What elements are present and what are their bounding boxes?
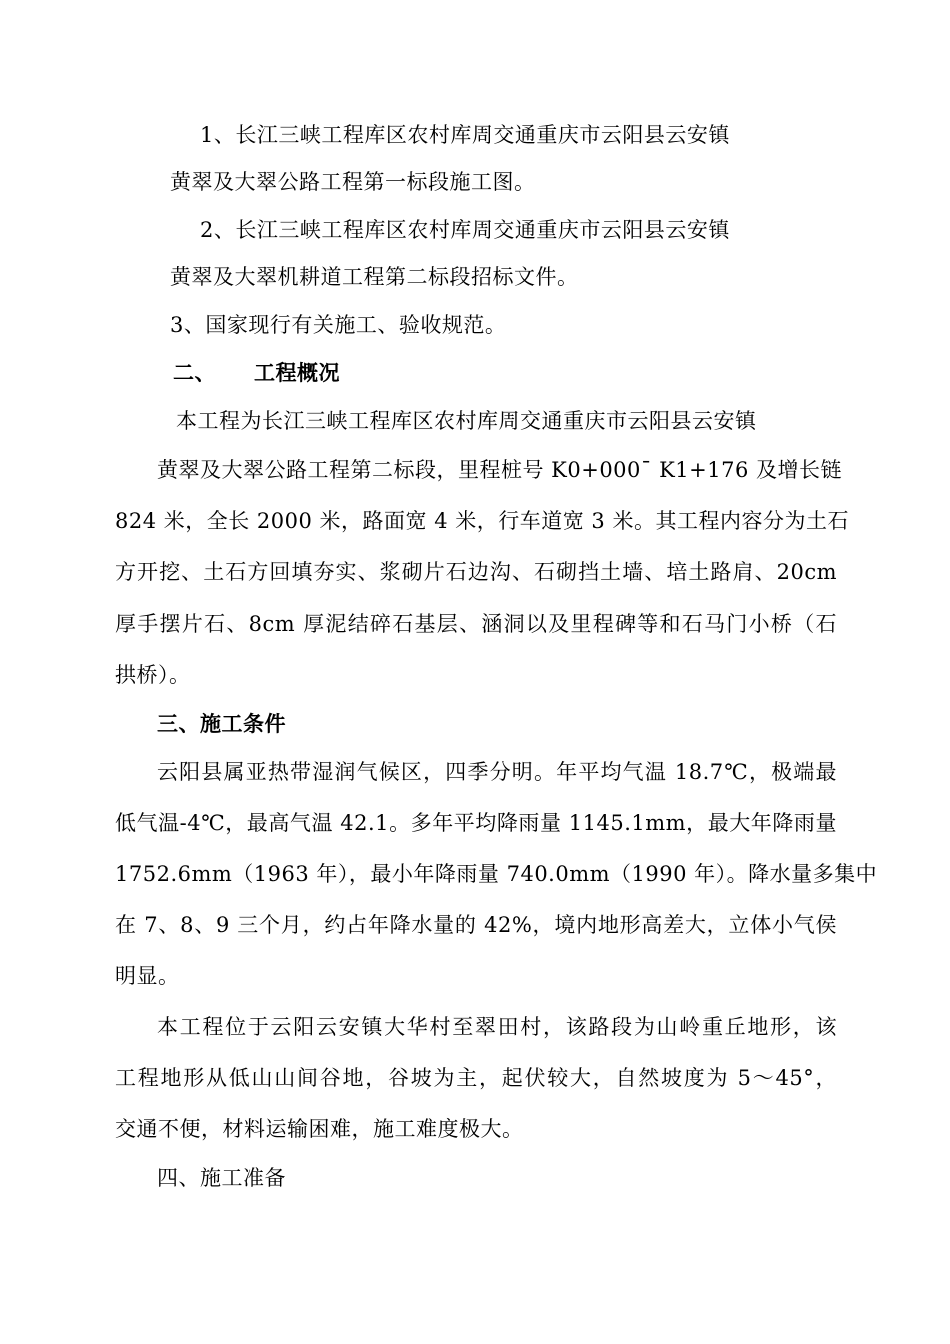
section-3-para-1-line-4: 在 7、8、9 三个月，约占年降水量的 42%，境内地形高差大，立体小气侯 [115,913,837,937]
section-2-title: 工程概况 [254,360,340,385]
section-2-number: 二、 [173,360,216,385]
section-3-para-2-line-3: 交通不便，材料运输困难，施工难度极大。 [115,1117,524,1141]
reference-item-1-line-1: 1、长江三峡工程库区农村库周交通重庆市云阳县云安镇 [200,123,730,147]
section-3-para-1-line-1: 云阳县属亚热带湿润气候区，四季分明。年平均气温 18.7℃，极端最 [157,760,837,784]
section-3-heading: 三、施工条件 [157,711,286,736]
section-2-heading [173,358,340,388]
section-2-line-6: 拱桥）。 [115,663,191,687]
section-3-para-2-line-2: 工程地形从低山山间谷地，谷坡为主，起伏较大，自然坡度为 5～45°， [115,1066,837,1090]
reference-item-2-line-1: 2、长江三峡工程库区农村库周交通重庆市云阳县云安镇 [200,218,730,242]
section-2-line-4: 方开挖、土石方回填夯实、浆砌片石边沟、石砌挡土墙、培土路肩、20cm [115,560,837,584]
section-3-para-1-line-3: 1752.6mm（1963 年），最小年降雨量 740.0mm（1990 年）。降水量多集中 [115,862,878,886]
section-3-para-2-line-1: 本工程位于云阳云安镇大华村至翠田村，该路段为山岭重丘地形，该 [157,1015,837,1039]
section-4-heading: 四、施工准备 [157,1166,286,1190]
reference-item-1-line-2: 黄翠及大翠公路工程第一标段施工图。 [170,170,536,194]
section-2-line-3: 824 米，全长 2000 米，路面宽 4 米，行车道宽 3 米。其工程内容分为土石 [115,509,849,533]
section-2-line-2: 黄翠及大翠公路工程第二标段，里程桩号 K0+000¯ K1+176 及增长链 [157,458,842,482]
section-2-line-5: 厚手摆片石、8cm 厚泥结碎石基层、涵洞以及里程碑等和石马门小桥（石 [115,612,837,636]
section-3-para-1-line-2: 低气温-4℃，最高气温 42.1。多年平均降雨量 1145.1mm，最大年降雨量 [115,811,837,835]
reference-item-2-line-2: 黄翠及大翠机耕道工程第二标段招标文件。 [170,265,579,289]
section-3-para-1-line-5: 明显。 [115,964,180,988]
section-2-line-1: 本工程为长江三峡工程库区农村库周交通重庆市云阳县云安镇 [176,409,757,433]
reference-item-3: 3、国家现行有关施工、验收规范。 [170,313,507,337]
